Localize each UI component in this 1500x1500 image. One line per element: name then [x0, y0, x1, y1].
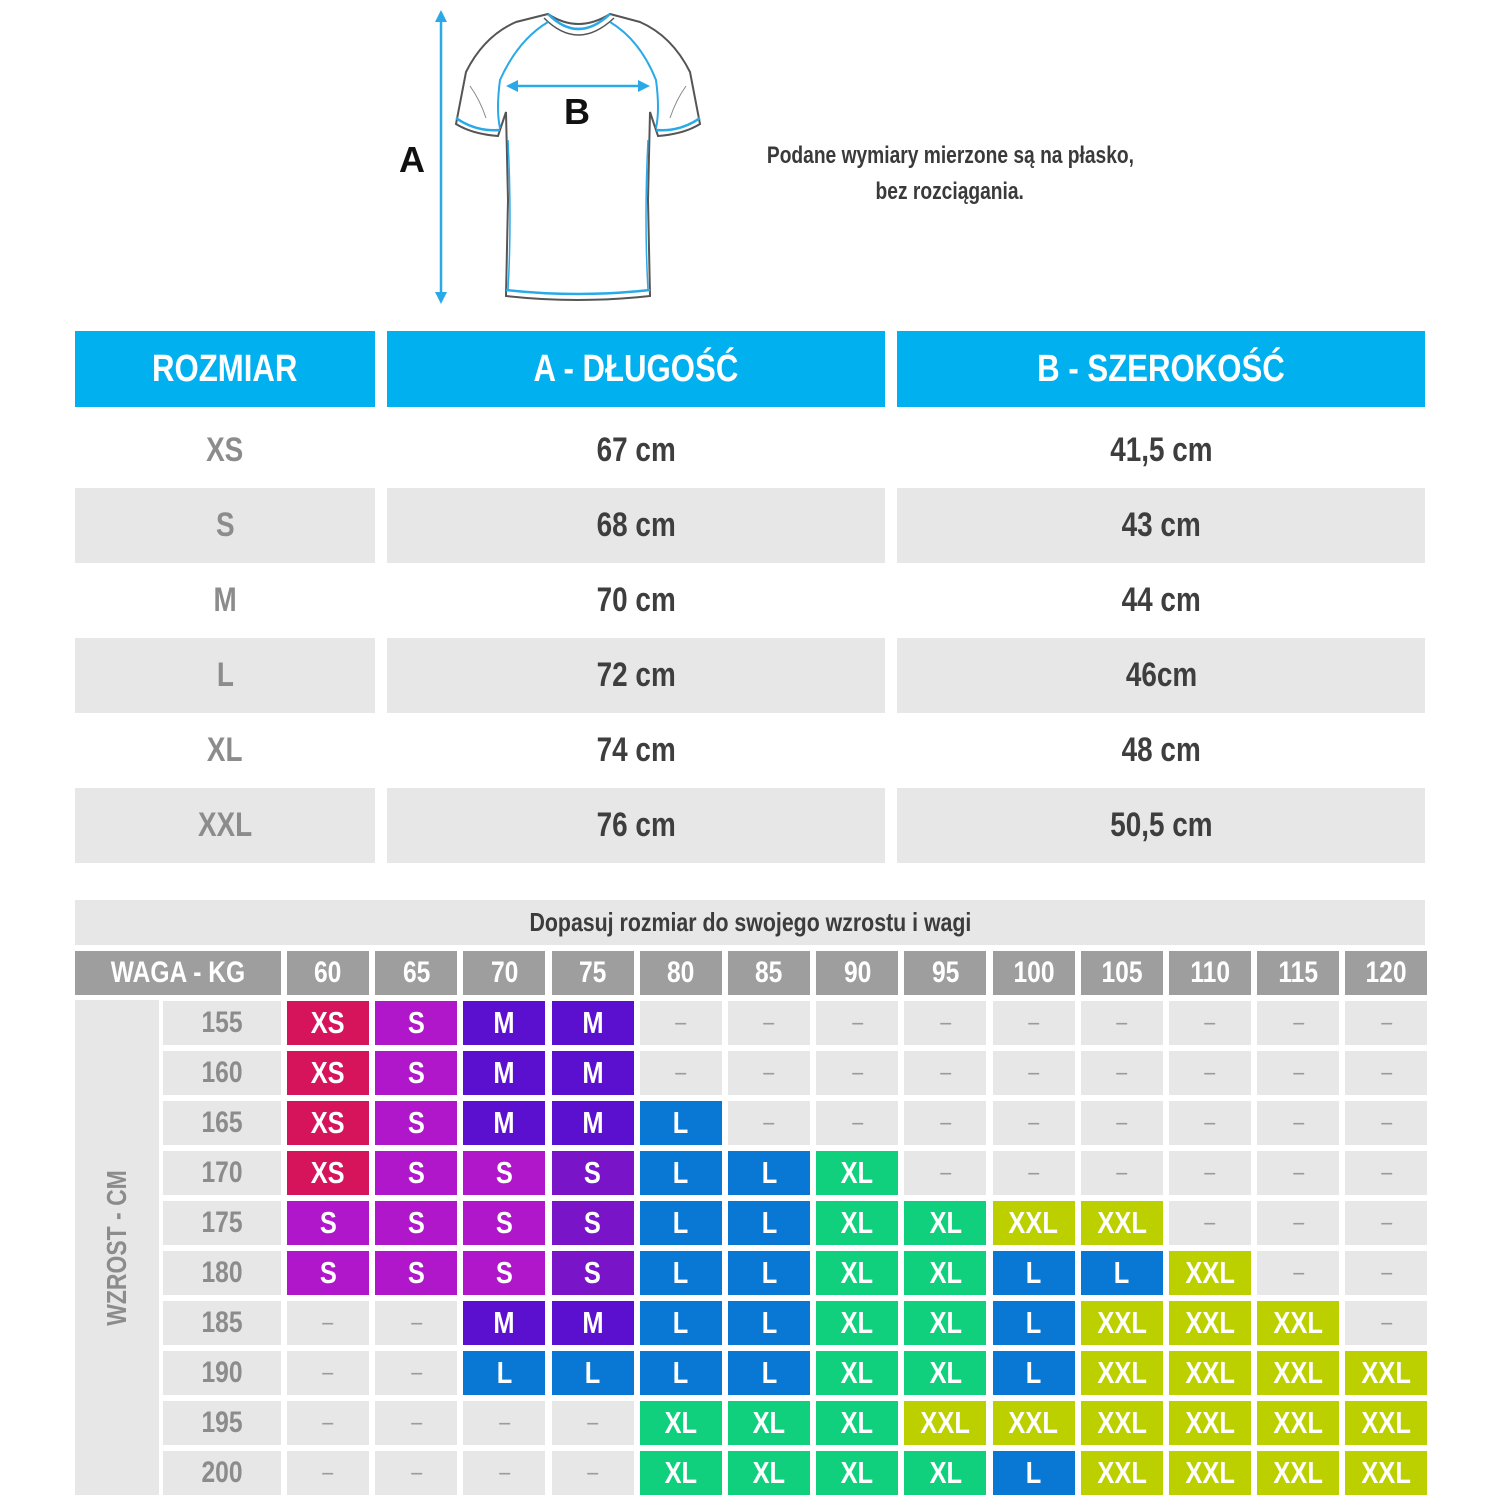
weight-header: 85	[728, 951, 810, 995]
size-matrix-cell: –	[993, 1101, 1075, 1145]
size-matrix-cell: XXL	[1169, 1401, 1251, 1445]
size-matrix-cell: XS	[287, 1101, 369, 1145]
size-matrix-cell: S	[375, 1201, 457, 1245]
size-matrix-cell: L	[640, 1301, 722, 1345]
size-matrix-cell: S	[552, 1151, 634, 1195]
size-matrix-cell: XL	[640, 1401, 722, 1445]
size-matrix-cell: –	[1345, 1051, 1427, 1095]
size-matrix-cell: L	[993, 1251, 1075, 1295]
size-matrix-cell: –	[640, 1051, 722, 1095]
size-matrix-cell: L	[640, 1151, 722, 1195]
size-matrix-cell: –	[904, 1151, 986, 1195]
size-matrix-cell: L	[463, 1351, 545, 1395]
size-matrix-cell: M	[552, 1001, 634, 1045]
size-matrix-cell: –	[1345, 1301, 1427, 1345]
size-matrix-cell: –	[1257, 1051, 1339, 1095]
size-matrix-cell: XL	[816, 1351, 898, 1395]
size-matrix-cell: M	[552, 1051, 634, 1095]
size-matrix-cell: S	[375, 1051, 457, 1095]
size-matrix-cell: XXL	[1257, 1301, 1339, 1345]
note-line-2: bez rozciągania.	[875, 178, 1025, 205]
size-matrix-cell: XXL	[993, 1201, 1075, 1245]
size-matrix-cell: XS	[287, 1151, 369, 1195]
height-header: 195	[163, 1401, 281, 1445]
size-matrix-cell: XXL	[1169, 1301, 1251, 1345]
size-matrix-cell: –	[375, 1351, 457, 1395]
size-matrix-cell: –	[1257, 1151, 1339, 1195]
height-header: 190	[163, 1351, 281, 1395]
weight-header: 70	[463, 951, 545, 995]
size-matrix-cell: L	[552, 1351, 634, 1395]
length-cell: 68 cm	[387, 488, 885, 563]
size-matrix-cell: XS	[287, 1051, 369, 1095]
weight-header: 110	[1169, 951, 1251, 995]
size-matrix-cell: –	[1345, 1151, 1427, 1195]
height-header: 185	[163, 1301, 281, 1345]
size-matrix-cell: XL	[904, 1201, 986, 1245]
size-matrix-cell: L	[640, 1201, 722, 1245]
size-matrix-cell: XXL	[1081, 1351, 1163, 1395]
size-matrix-cell: –	[1257, 1251, 1339, 1295]
size-matrix-cell: S	[463, 1251, 545, 1295]
weight-header: 100	[993, 951, 1075, 995]
size-matrix-cell: –	[1081, 1101, 1163, 1145]
size-cell: M	[213, 581, 237, 619]
measurement-note	[700, 138, 1200, 210]
height-header: 175	[163, 1201, 281, 1245]
length-cell: 74 cm	[596, 731, 676, 769]
width-cell: 41,5 cm	[1109, 431, 1213, 469]
size-matrix-cell: –	[552, 1401, 634, 1445]
size-matrix-cell: –	[375, 1401, 457, 1445]
size-matrix-cell: M	[552, 1101, 634, 1145]
size-matrix-cell: L	[993, 1451, 1075, 1495]
size-matrix-cell: XL	[640, 1451, 722, 1495]
size-matrix-cell: –	[1345, 1251, 1427, 1295]
label-b: B	[564, 91, 590, 132]
size-matrix-cell: M	[463, 1001, 545, 1045]
size-matrix-cell: –	[1169, 1001, 1251, 1045]
size-matrix-cell: –	[1345, 1101, 1427, 1145]
size-matrix-cell: –	[1257, 1201, 1339, 1245]
size-matrix-cell: XXL	[1345, 1351, 1427, 1395]
height-header: 165	[163, 1101, 281, 1145]
size-matrix-cell: –	[816, 1001, 898, 1045]
size-matrix-cell: S	[287, 1251, 369, 1295]
size-matrix-cell: XL	[728, 1451, 810, 1495]
size-matrix-cell: –	[287, 1351, 369, 1395]
size-matrix-cell: XXL	[904, 1401, 986, 1445]
height-header: 155	[163, 1001, 281, 1045]
label-a: A	[399, 139, 425, 180]
width-cell: 48 cm	[1121, 731, 1201, 769]
size-matrix-cell: –	[728, 1051, 810, 1095]
size-matrix-cell: –	[463, 1401, 545, 1445]
size-matrix-cell: XL	[904, 1351, 986, 1395]
size-matrix-cell: XXL	[1081, 1301, 1163, 1345]
size-cell: XXL	[75, 788, 375, 863]
size-matrix-cell: S	[552, 1201, 634, 1245]
size-matrix-cell: –	[287, 1301, 369, 1345]
size-matrix-cell: –	[1169, 1151, 1251, 1195]
size-matrix-cell: –	[552, 1451, 634, 1495]
size-matrix-cell: XL	[816, 1451, 898, 1495]
size-matrix-cell: XXL	[993, 1401, 1075, 1445]
height-header: 160	[163, 1051, 281, 1095]
length-cell: 67 cm	[596, 431, 676, 469]
size-cell: S	[75, 488, 375, 563]
size-matrix-cell: M	[463, 1301, 545, 1345]
size-matrix-cell: –	[993, 1001, 1075, 1045]
weight-header: 120	[1345, 951, 1427, 995]
size-matrix-cell: –	[1081, 1151, 1163, 1195]
size-matrix-cell: XXL	[1257, 1351, 1339, 1395]
size-matrix-cell: XXL	[1345, 1451, 1427, 1495]
size-matrix-cell: M	[552, 1301, 634, 1345]
size-matrix-cell: –	[287, 1401, 369, 1445]
width-cell: 43 cm	[897, 488, 1425, 563]
size-matrix-cell: –	[904, 1051, 986, 1095]
size-matrix-cell: –	[728, 1001, 810, 1045]
length-cell: 72 cm	[387, 638, 885, 713]
width-cell: 50,5 cm	[897, 788, 1425, 863]
weight-header: 65	[375, 951, 457, 995]
size-matrix-cell: –	[816, 1051, 898, 1095]
size-matrix-cell: –	[728, 1101, 810, 1145]
size-matrix-cell: S	[375, 1101, 457, 1145]
size-matrix-cell: XL	[816, 1201, 898, 1245]
header-size: ROZMIAR	[75, 331, 375, 407]
weight-header: 95	[904, 951, 986, 995]
size-matrix-cell: XL	[904, 1451, 986, 1495]
size-matrix-cell: –	[375, 1301, 457, 1345]
size-matrix-cell: XS	[287, 1001, 369, 1045]
size-matrix-cell: –	[1169, 1201, 1251, 1245]
weight-header: 60	[287, 951, 369, 995]
size-matrix-cell: –	[904, 1001, 986, 1045]
size-cell: L	[75, 638, 375, 713]
size-matrix-cell: S	[463, 1201, 545, 1245]
size-matrix-cell: –	[1169, 1051, 1251, 1095]
size-matrix-cell: XL	[816, 1301, 898, 1345]
size-matrix-cell: S	[375, 1251, 457, 1295]
size-matrix-cell: XXL	[1169, 1251, 1251, 1295]
size-matrix-cell: S	[375, 1151, 457, 1195]
size-matrix-cell: L	[728, 1351, 810, 1395]
size-matrix-cell: –	[1257, 1001, 1339, 1045]
header-width: B - SZEROKOŚĆ	[897, 331, 1425, 407]
size-matrix-cell: L	[728, 1201, 810, 1245]
size-matrix-cell: XL	[816, 1151, 898, 1195]
weight-label: WAGA - KG	[75, 951, 281, 995]
matrix-title: Dopasuj rozmiar do swojego wzrostu i wagi	[75, 900, 1425, 945]
size-matrix-cell: –	[1081, 1001, 1163, 1045]
weight-header: 115	[1257, 951, 1339, 995]
size-matrix-cell: XXL	[1081, 1451, 1163, 1495]
height-header: 180	[163, 1251, 281, 1295]
size-matrix-cell: XL	[904, 1301, 986, 1345]
size-matrix-cell: –	[640, 1001, 722, 1045]
size-matrix-cell: L	[728, 1301, 810, 1345]
size-matrix-cell: XXL	[1345, 1401, 1427, 1445]
size-matrix-cell: S	[375, 1001, 457, 1045]
size-matrix-cell: XL	[816, 1251, 898, 1295]
size-matrix-cell: S	[287, 1201, 369, 1245]
size-matrix-cell: S	[552, 1251, 634, 1295]
header-length: A - DŁUGOŚĆ	[387, 331, 885, 407]
size-matrix-cell: XL	[904, 1251, 986, 1295]
size-cell: XL	[207, 731, 243, 769]
size-matrix-cell: –	[1257, 1101, 1339, 1145]
size-matrix-cell: XXL	[1257, 1401, 1339, 1445]
width-cell: 46cm	[897, 638, 1425, 713]
weight-header: 80	[640, 951, 722, 995]
size-matrix-cell: L	[728, 1251, 810, 1295]
size-matrix-cell: –	[1345, 1001, 1427, 1045]
size-matrix-cell: –	[904, 1101, 986, 1145]
length-cell: 76 cm	[387, 788, 885, 863]
size-matrix-cell: –	[1169, 1101, 1251, 1145]
weight-header: 105	[1081, 951, 1163, 995]
size-matrix-cell: L	[993, 1301, 1075, 1345]
size-matrix-cell: –	[463, 1451, 545, 1495]
size-matrix-cell: L	[993, 1351, 1075, 1395]
height-label: WZROST - CM	[75, 1000, 159, 1495]
size-matrix-cell: –	[993, 1051, 1075, 1095]
size-matrix-cell: –	[287, 1451, 369, 1495]
size-matrix-cell: –	[993, 1151, 1075, 1195]
size-matrix-cell: –	[375, 1451, 457, 1495]
size-matrix-cell: XXL	[1257, 1451, 1339, 1495]
height-header: 170	[163, 1151, 281, 1195]
size-cell: XS	[206, 431, 244, 469]
size-matrix-cell: L	[640, 1351, 722, 1395]
note-line-1: Podane wymiary mierzone są na płasko,	[766, 142, 1134, 169]
weight-header: 75	[552, 951, 634, 995]
size-matrix-cell: –	[1345, 1201, 1427, 1245]
size-matrix-cell: XXL	[1169, 1351, 1251, 1395]
length-cell: 70 cm	[596, 581, 676, 619]
weight-header: 90	[816, 951, 898, 995]
tshirt-measurement-diagram	[395, 5, 725, 315]
size-matrix-cell: XXL	[1081, 1401, 1163, 1445]
size-matrix-cell: L	[728, 1151, 810, 1195]
size-matrix-cell: L	[640, 1251, 722, 1295]
size-matrix-cell: –	[1081, 1051, 1163, 1095]
size-matrix-cell: S	[463, 1151, 545, 1195]
size-matrix-cell: L	[640, 1101, 722, 1145]
height-header: 200	[163, 1451, 281, 1495]
width-cell: 44 cm	[1121, 581, 1201, 619]
size-matrix-cell: XL	[816, 1401, 898, 1445]
size-matrix-cell: L	[1081, 1251, 1163, 1295]
size-matrix-cell: M	[463, 1101, 545, 1145]
size-matrix-cell: XXL	[1169, 1451, 1251, 1495]
size-matrix-cell: –	[816, 1101, 898, 1145]
size-matrix-cell: M	[463, 1051, 545, 1095]
size-matrix-cell: XXL	[1081, 1201, 1163, 1245]
size-matrix-cell: XL	[728, 1401, 810, 1445]
